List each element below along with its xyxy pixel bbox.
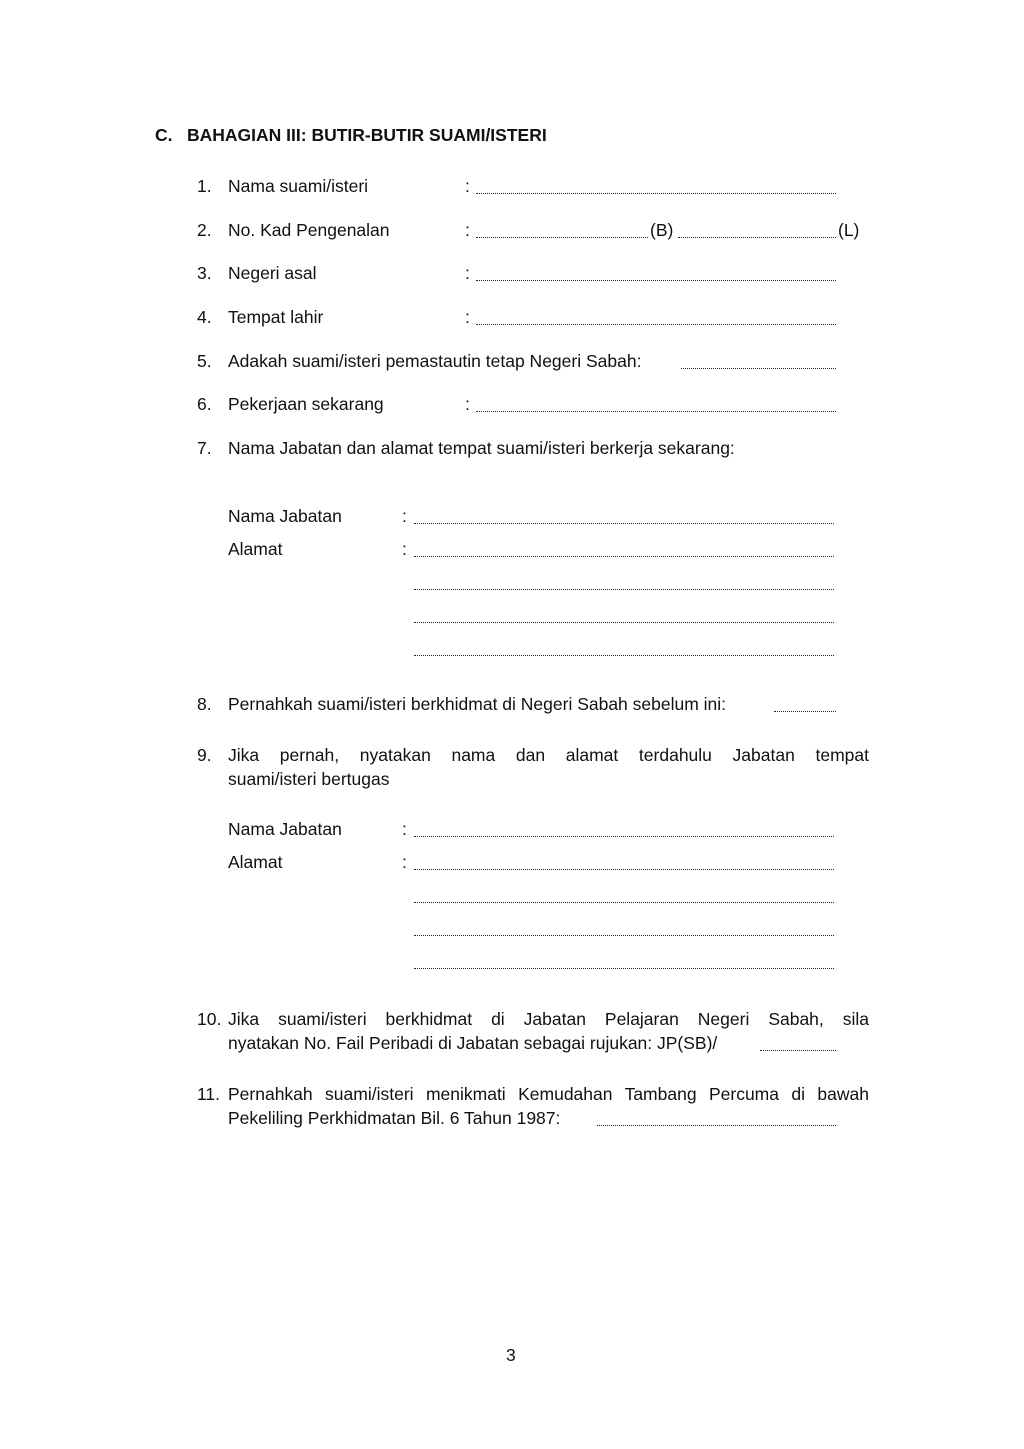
item-1-label: Nama suami/isteri [228, 176, 369, 196]
ic-old-field[interactable] [678, 237, 836, 238]
previous-address-line-4[interactable] [414, 968, 834, 969]
item-7-alamat-label: Alamat [228, 539, 283, 559]
item-9-number: 9. [197, 745, 212, 765]
ic-new-suffix: (B) [650, 220, 674, 240]
item-7-label: Nama Jabatan dan alamat tempat suami/isteri berkerja sekarang: [228, 438, 735, 458]
item-2-number: 2. [197, 220, 212, 240]
free-fare-field[interactable] [597, 1125, 836, 1126]
item-2-label: No. Kad Pengenalan [228, 220, 390, 240]
item-6-colon: : [465, 394, 470, 414]
ic-new-field[interactable] [476, 237, 648, 238]
previous-address-line-2[interactable] [414, 902, 834, 903]
item-7-jabatan-colon: : [402, 506, 407, 526]
item-9-alamat-colon: : [402, 852, 407, 872]
section-letter: C. [155, 125, 173, 145]
item-4-label: Tempat lahir [228, 307, 324, 327]
item-11-line-1: Pernahkah suami/isteri menikmati Kemudahan Tambang Percuma di bawah [228, 1084, 869, 1104]
item-11-line-2: Pekeliling Perkhidmatan Bil. 6 Tahun 1987: [228, 1108, 561, 1128]
occupation-field[interactable] [476, 411, 836, 412]
spouse-name-field[interactable] [476, 193, 836, 194]
item-7-alamat-colon: : [402, 539, 407, 559]
item-10-number: 10. [197, 1009, 222, 1029]
sabah-resident-field[interactable] [681, 368, 836, 369]
item-3-label: Negeri asal [228, 263, 317, 283]
personal-file-number-field[interactable] [760, 1050, 836, 1051]
state-of-origin-field[interactable] [476, 280, 836, 281]
item-4-number: 4. [197, 307, 212, 327]
item-9-alamat-label: Alamat [228, 852, 283, 872]
birthplace-field[interactable] [476, 324, 836, 325]
item-5-number: 5. [197, 351, 212, 371]
item-9-jabatan-colon: : [402, 819, 407, 839]
previous-address-line-3[interactable] [414, 935, 834, 936]
item-7-jabatan-label: Nama Jabatan [228, 506, 342, 526]
page-number: 3 [506, 1345, 516, 1365]
item-1-number: 1. [197, 176, 212, 196]
item-5-label: Adakah suami/isteri pemastautin tetap Negeri Sabah: [228, 351, 642, 371]
item-10-line-2: nyatakan No. Fail Peribadi di Jabatan sebagai rujukan: JP(SB)/ [228, 1033, 718, 1053]
item-6-number: 6. [197, 394, 212, 414]
item-6-label: Pekerjaan sekarang [228, 394, 384, 414]
item-1-colon: : [465, 176, 470, 196]
item-10-line-1: Jika suami/isteri berkhidmat di Jabatan Pelajaran Negeri Sabah, sila [228, 1009, 869, 1029]
item-2-colon: : [465, 220, 470, 240]
item-8-label: Pernahkah suami/isteri berkhidmat di Negeri Sabah sebelum ini: [228, 694, 727, 714]
previous-department-field[interactable] [414, 836, 834, 837]
section-title: BAHAGIAN III: BUTIR-BUTIR SUAMI/ISTERI [187, 125, 547, 145]
ic-old-suffix: (L) [838, 220, 860, 240]
item-9-line-1: Jika pernah, nyatakan nama dan alamat terdahulu Jabatan tempat [228, 745, 869, 765]
item-9-line-2: suami/isteri bertugas [228, 769, 390, 789]
item-4-colon: : [465, 307, 470, 327]
item-3-colon: : [465, 263, 470, 283]
item-7-number: 7. [197, 438, 212, 458]
current-address-line-3[interactable] [414, 622, 834, 623]
item-3-number: 3. [197, 263, 212, 283]
current-address-line-4[interactable] [414, 655, 834, 656]
item-9-jabatan-label: Nama Jabatan [228, 819, 342, 839]
item-8-number: 8. [197, 694, 212, 714]
served-in-sabah-field[interactable] [774, 711, 836, 712]
item-11-number: 11. [197, 1084, 221, 1104]
current-address-line-1[interactable] [414, 556, 834, 557]
previous-address-line-1[interactable] [414, 869, 834, 870]
current-department-field[interactable] [414, 523, 834, 524]
current-address-line-2[interactable] [414, 589, 834, 590]
